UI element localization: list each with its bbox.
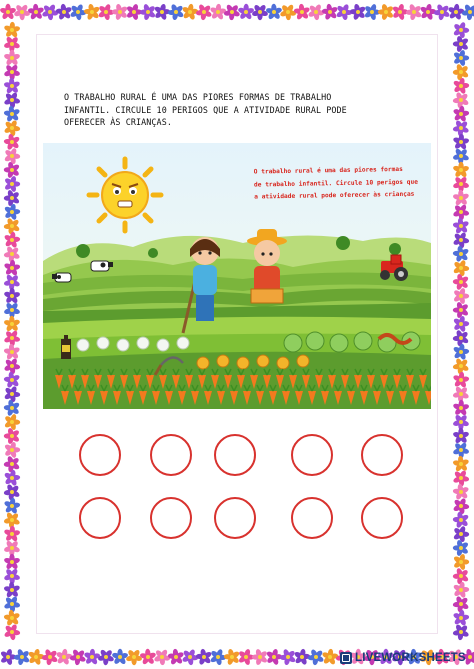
flower-border-right	[448, 0, 474, 669]
instruction-line-2: INFANTIL. CIRCULE 10 PERIGOS QUE A ATIVIDADE RURAL PODE	[64, 104, 347, 115]
scene-caption-line-1: O trabalho rural é uma das piores formas	[253, 165, 403, 176]
answer-circle[interactable]	[291, 434, 333, 476]
answer-circle[interactable]	[79, 497, 121, 539]
answer-circle[interactable]	[361, 434, 403, 476]
flower-border-top	[0, 0, 474, 26]
instruction-text	[64, 91, 404, 129]
scene-caption-line-2: de trabalho infantil. Circule 10 perigos que	[253, 178, 418, 189]
scene-caption	[254, 163, 430, 204]
answer-circle[interactable]	[214, 434, 256, 476]
instruction-line-3: OFERECER ÀS CRIANÇAS.	[64, 117, 172, 127]
answer-circle[interactable]	[150, 497, 192, 539]
farm-scene-illustration	[43, 143, 431, 409]
answer-circle[interactable]	[361, 497, 403, 539]
answer-circle[interactable]	[150, 434, 192, 476]
liveworksheets-watermark	[340, 651, 466, 665]
answer-circle[interactable]	[214, 497, 256, 539]
liveworksheets-logo-icon	[340, 652, 352, 664]
instruction-line-1: O TRABALHO RURAL É UMA DAS PIORES FORMAS DE TRABALHO	[64, 92, 332, 102]
answer-circle[interactable]	[291, 497, 333, 539]
scene-caption-line-3: a atividade rural pode oferecer às crianças	[254, 190, 415, 201]
flower-border-left	[0, 0, 26, 669]
watermark-text: LIVEWORKSHEETS	[355, 652, 466, 664]
answer-circle[interactable]	[79, 434, 121, 476]
